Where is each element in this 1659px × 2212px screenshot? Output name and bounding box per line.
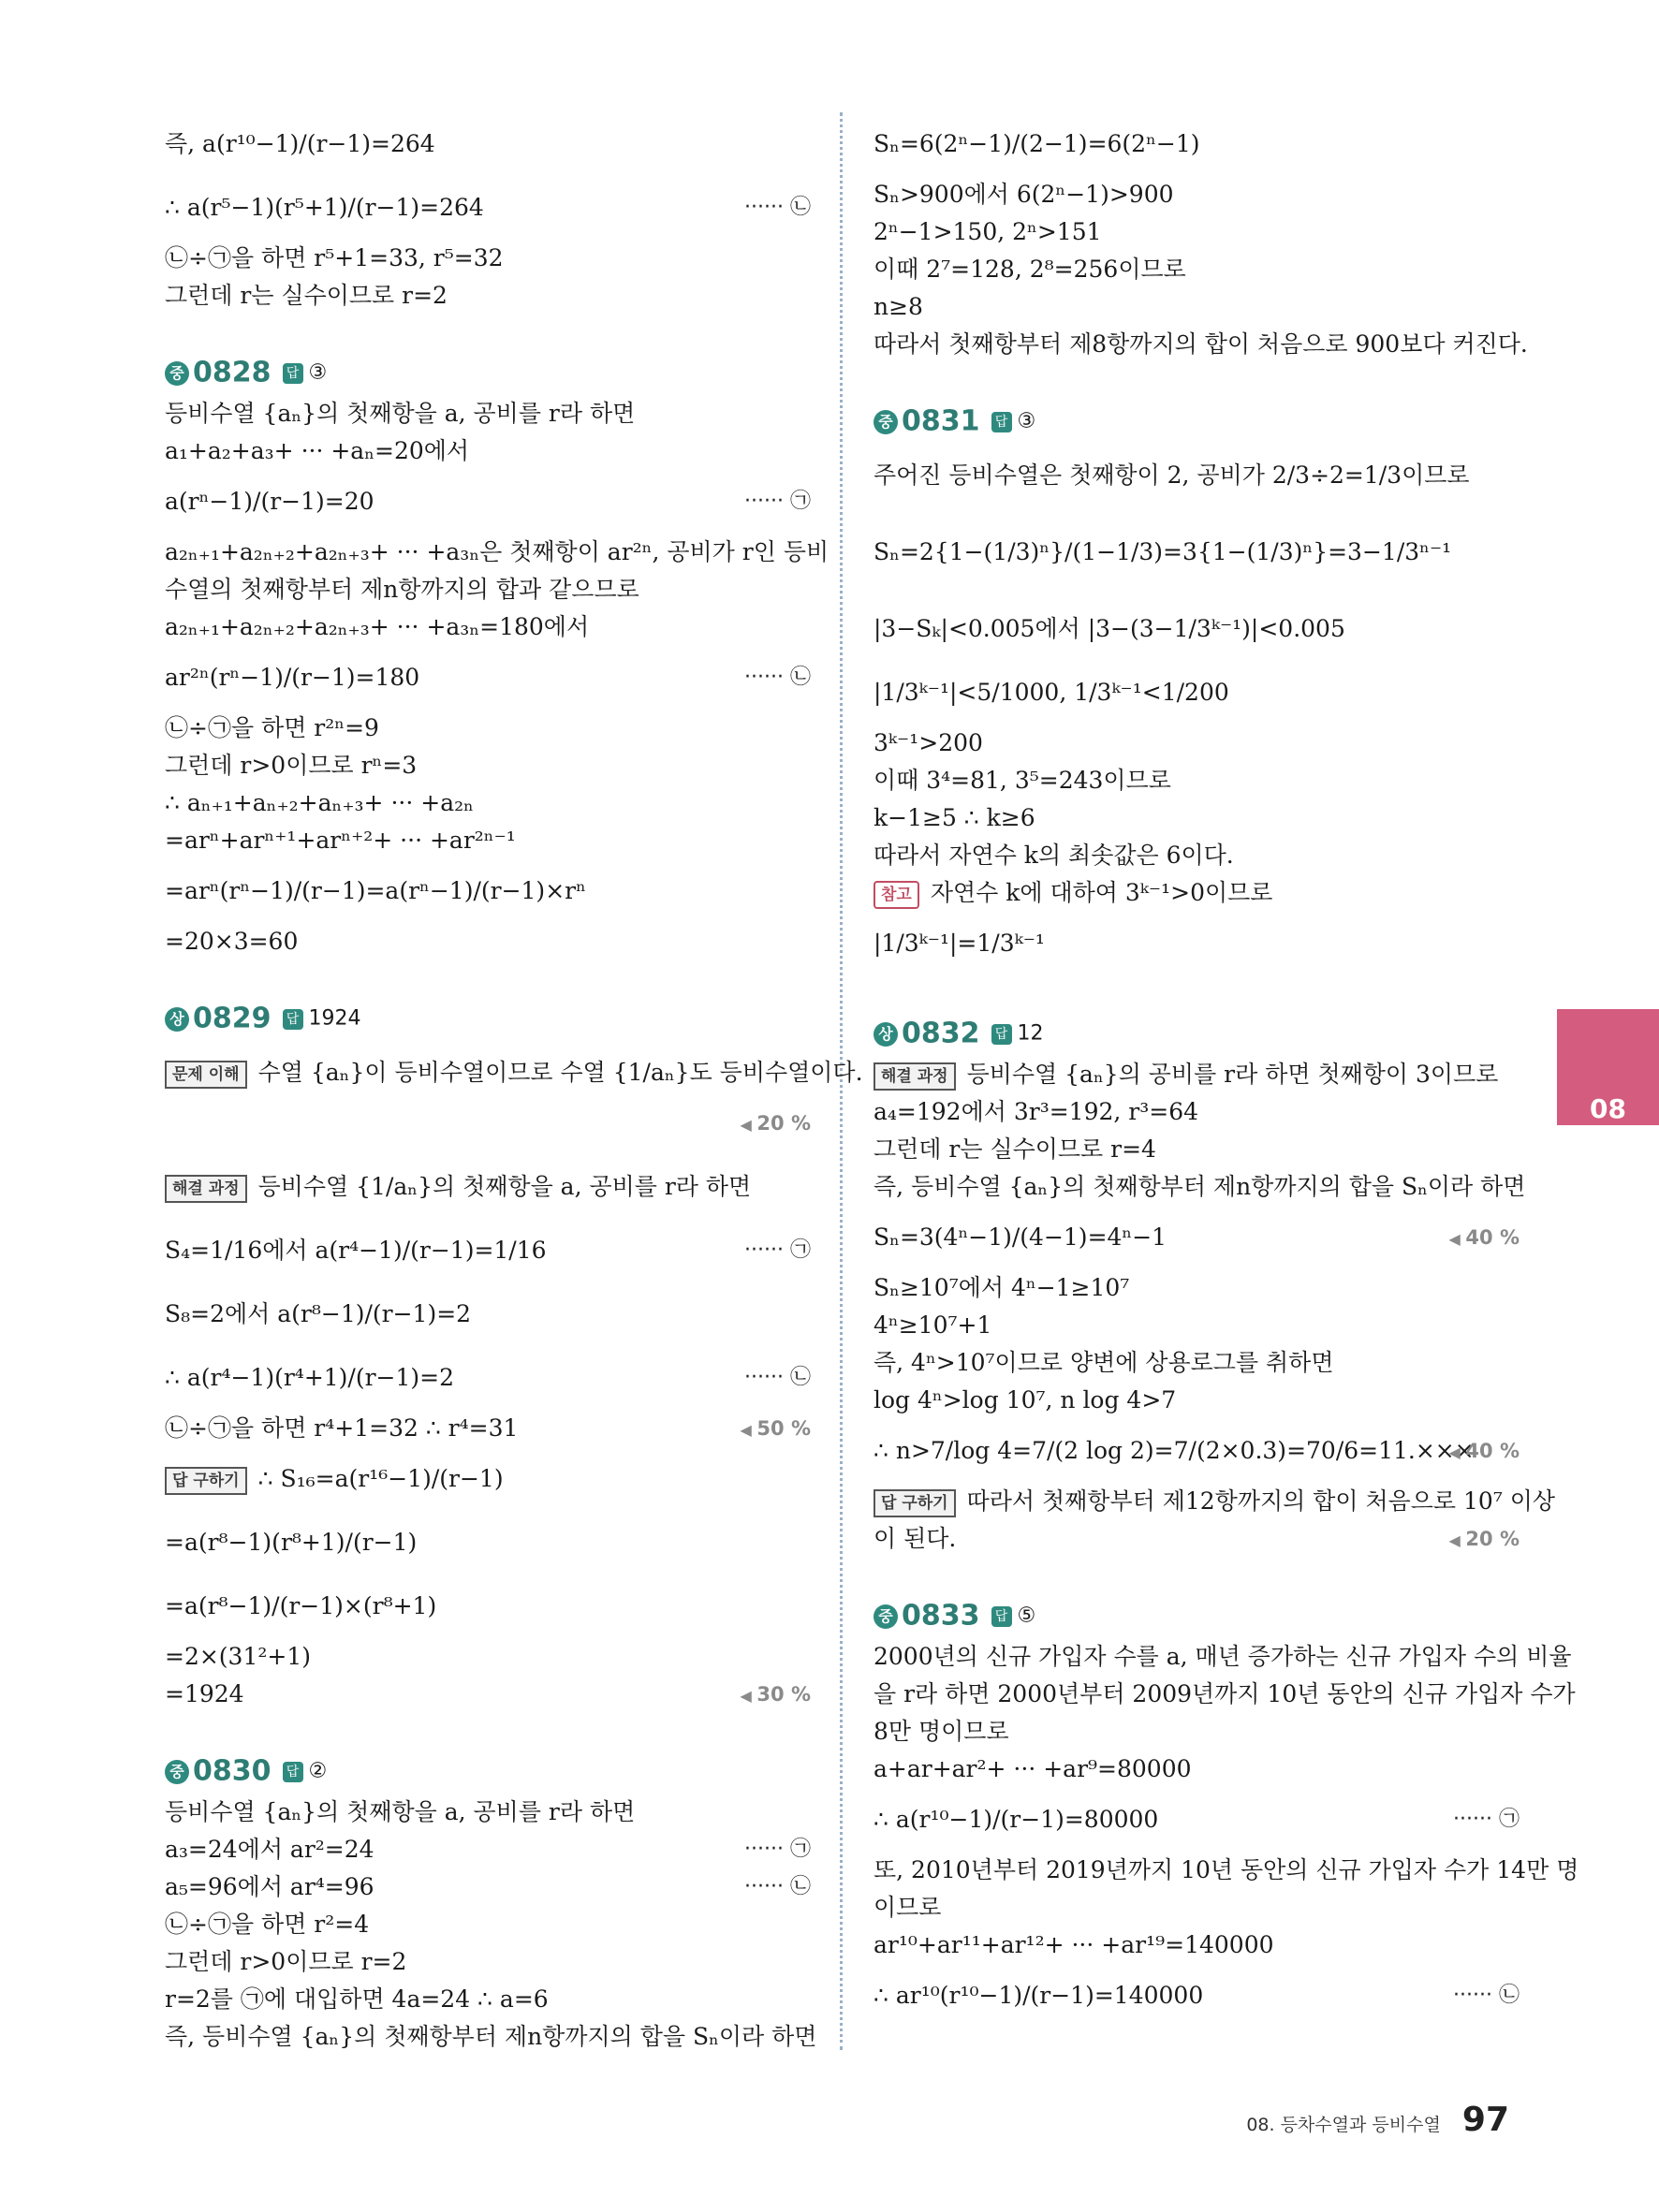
solution-line: [165, 277, 811, 315]
line-text: 2000년의 신규 가입자 수를 a, 매년 증가하는 신규 가입자 수의 비율: [874, 1643, 1572, 1670]
solution-line: [874, 1269, 1520, 1307]
equation-marker: ······ ㉠: [744, 1838, 811, 1861]
line-text: a₃=24에서 ar²=24: [165, 1836, 374, 1863]
answer-icon: 답: [283, 363, 303, 384]
line-text: 등비수열 {aₙ}의 공비를 r라 하면 첫째항이 3이므로: [966, 1061, 1499, 1088]
answer-icon: 답: [991, 1606, 1012, 1627]
solution-line: [874, 1751, 1520, 1788]
solution-line: [874, 1788, 1520, 1852]
line-text: 그런데 r>0이므로 rⁿ=3: [165, 752, 418, 779]
solution-line: [874, 1676, 1576, 1713]
footer-chapter-title: 08. 등차수열과 등비수열: [1246, 2115, 1441, 2135]
line-text: =20×3=60: [165, 928, 299, 955]
line-text: Sₙ>900에서 6(2ⁿ−1)>900: [874, 181, 1174, 208]
equation-marker: ······ ㉠: [744, 1238, 811, 1262]
answer-icon: 답: [283, 1762, 303, 1782]
solution-line: [165, 112, 811, 176]
line-text: r=2를 ㉠에 대입하면 4a=24 ∴ a=6: [165, 1985, 549, 2013]
line-text: 4ⁿ≥10⁷+1: [874, 1311, 992, 1339]
problem-header: [874, 1593, 1520, 1638]
solution-line: [874, 507, 1520, 597]
solution-line: [165, 1575, 811, 1638]
solution-line: [165, 1868, 811, 1906]
spacer: [165, 960, 811, 996]
step-tag: 답 구하기: [874, 1489, 956, 1517]
solution-line: [874, 1419, 1520, 1483]
solution-line: [874, 213, 1520, 251]
equation-marker: ······ ㉡: [744, 196, 811, 219]
line-text: Sₙ=3(4ⁿ−1)/(4−1)=4ⁿ−1: [874, 1223, 1167, 1251]
score-percent: ◀ 40 %: [1449, 1419, 1520, 1485]
solution-line: [165, 1041, 863, 1105]
solution-line: [165, 432, 811, 470]
difficulty-badge: 중: [874, 1604, 898, 1629]
line-text: 따라서 자연수 k의 최솟값은 6이다.: [874, 842, 1234, 869]
line-text: 을 r라 하면 2000년부터 2009년까지 10년 동안의 신규 가입자 수가: [874, 1680, 1576, 1707]
solution-line: [874, 1093, 1520, 1131]
difficulty-badge: 중: [165, 1760, 189, 1784]
line-text: 즉, 등비수열 {aₙ}의 첫째항부터 제n항까지의 합을 Sₙ이라 하면: [874, 1173, 1526, 1200]
answer-icon: 답: [991, 1024, 1012, 1045]
problem-number: 0828: [193, 356, 272, 389]
solution-line: [165, 240, 811, 277]
line-text: a₄=192에서 3r³=192, r³=64: [874, 1098, 1199, 1125]
solution-line: [165, 2018, 817, 2056]
problem-header: [165, 1749, 811, 1794]
line-text: a₂ₙ₊₁+a₂ₙ₊₂+a₂ₙ₊₃+ ··· +a₃ₙ은 첫째항이 ar²ⁿ, 공비가 r인 등비: [165, 538, 830, 565]
score-percent: ◀ 20 %: [741, 1105, 811, 1144]
solution-line: [874, 1382, 1520, 1419]
spacer: [165, 1142, 811, 1155]
step-tag: 답 구하기: [165, 1467, 247, 1495]
chapter-tab: [1557, 1009, 1659, 1125]
solution-line: [874, 762, 1520, 799]
left-column: [165, 112, 863, 2056]
line-text: 그런데 r>0이므로 r=2: [165, 1948, 407, 1975]
step-tag: 참고: [874, 881, 919, 909]
solution-line: [165, 1155, 811, 1219]
answer-value: ⑤: [1017, 1604, 1036, 1628]
step-tag: 해결 과정: [165, 1175, 247, 1203]
solution-line: [874, 251, 1520, 288]
solution-line: [874, 1344, 1520, 1382]
line-text: |3−Sₖ|<0.005에서 |3−(3−1/3ᵏ⁻¹)|<0.005: [874, 615, 1345, 642]
solution-line: [874, 1206, 1520, 1269]
line-text: =arⁿ(rⁿ−1)/(r−1)=a(rⁿ−1)/(r−1)×rⁿ: [165, 877, 586, 904]
line-text: ∴ a(r¹⁰−1)/(r−1)=80000: [874, 1806, 1159, 1833]
line-text: ㉡÷㉠을 하면 r²ⁿ=9: [165, 714, 379, 741]
solution-line: [874, 444, 1520, 507]
solution-line: [165, 646, 811, 710]
line-text: 이때 2⁷=128, 2⁸=256이므로: [874, 256, 1186, 283]
solution-line: [165, 1105, 811, 1142]
line-text: ㉡÷㉠을 하면 r⁵+1=33, r⁵=32: [165, 244, 504, 271]
solution-line: [165, 1219, 811, 1282]
problem-header: [165, 350, 811, 395]
equation-marker: ······ ㉠: [744, 490, 811, 513]
solution-line: [165, 470, 811, 534]
solution-line: [874, 1307, 1520, 1344]
spacer: [874, 363, 1520, 399]
difficulty-badge: 중: [874, 410, 898, 434]
line-text: log 4ⁿ>log 10⁷, n log 4>7: [874, 1386, 1177, 1414]
answer-value: ③: [308, 360, 328, 385]
solution-line: [165, 534, 830, 571]
solution-line: [874, 1889, 1520, 1926]
line-text: =a(r⁸−1)(r⁸+1)/(r−1): [165, 1529, 418, 1556]
solution-line: [874, 1131, 1520, 1168]
line-text: S₈=2에서 a(r⁸−1)/(r−1)=2: [165, 1300, 472, 1327]
line-text: |1/3ᵏ⁻¹|<5/1000, 1/3ᵏ⁻¹<1/200: [874, 679, 1229, 706]
spacer: [165, 315, 811, 350]
solution-line: [874, 112, 1520, 176]
line-text: S₄=1/16에서 a(r⁴−1)/(r−1)=1/16: [165, 1237, 547, 1264]
solution-line: [874, 1520, 1520, 1558]
line-text: 그런데 r는 실수이므로 r=2: [165, 282, 448, 309]
solution-line: [165, 784, 811, 822]
solution-line: [165, 1794, 811, 1831]
line-text: 등비수열 {aₙ}의 첫째항을 a, 공비를 r라 하면: [165, 1798, 636, 1825]
score-percent: ◀ 40 %: [1449, 1206, 1520, 1271]
line-text: a₂ₙ₊₁+a₂ₙ₊₂+a₂ₙ₊₃+ ··· +a₃ₙ=180에서: [165, 613, 590, 640]
difficulty-badge: 상: [874, 1022, 898, 1047]
solution-line: [874, 326, 1528, 363]
solution-line: [874, 1926, 1520, 1964]
solution-line: [874, 799, 1520, 837]
equation-marker: ······ ㉡: [1453, 1984, 1520, 2007]
solution-line: [874, 874, 1520, 912]
answer-value: 12: [1017, 1021, 1044, 1046]
line-text: =arⁿ+arⁿ⁺¹+arⁿ⁺²+ ··· +ar²ⁿ⁻¹: [165, 827, 516, 854]
line-text: a₁+a₂+a₃+ ··· +aₙ=20에서: [165, 437, 470, 464]
line-text: Sₙ=6(2ⁿ−1)/(2−1)=6(2ⁿ−1): [874, 130, 1200, 157]
solution-line: [165, 1981, 811, 2018]
line-text: 따라서 첫째항부터 제12항까지의 합이 처음으로 10⁷ 이상: [966, 1487, 1556, 1515]
difficulty-badge: 상: [165, 1007, 189, 1032]
line-text: a+ar+ar²+ ··· +ar⁹=80000: [874, 1755, 1192, 1782]
solution-line: [165, 1638, 811, 1676]
line-text: n≥8: [874, 293, 923, 320]
step-tag: 해결 과정: [874, 1062, 956, 1091]
solution-line: [874, 597, 1520, 661]
solution-line: [874, 661, 1520, 725]
line-text: =a(r⁸−1)/(r−1)×(r⁸+1): [165, 1592, 437, 1619]
line-text: =1924: [165, 1680, 244, 1707]
solution-line: [874, 837, 1520, 874]
line-text: 즉, 4ⁿ>10⁷이므로 양변에 상용로그를 취하면: [874, 1349, 1334, 1376]
solution-line: [165, 608, 811, 646]
line-text: 수열 {aₙ}이 등비수열이므로 수열 {1/aₙ}도 등비수열이다.: [257, 1059, 863, 1086]
solution-line: [874, 912, 1520, 975]
line-text: ㉡÷㉠을 하면 r⁴+1=32 ∴ r⁴=31: [165, 1414, 519, 1442]
solution-line: [874, 725, 1520, 762]
line-text: ∴ aₙ₊₁+aₙ₊₂+aₙ₊₃+ ··· +a₂ₙ: [165, 789, 474, 816]
line-text: Sₙ≥10⁷에서 4ⁿ−1≥10⁷: [874, 1274, 1130, 1301]
line-text: Sₙ=2{1−(1/3)ⁿ}/(1−1/3)=3{1−(1/3)ⁿ}=3−1/3ⁿ⁻¹: [874, 538, 1452, 565]
solution-line: [165, 923, 811, 960]
line-text: =2×(31²+1): [165, 1643, 311, 1670]
solution-line: [874, 1483, 1556, 1520]
problem-header: [874, 399, 1520, 444]
right-column: [874, 112, 1579, 2028]
problem-number: 0832: [902, 1017, 980, 1050]
solution-line: [874, 1964, 1520, 2028]
line-text: ar¹⁰+ar¹¹+ar¹²+ ··· +ar¹⁹=140000: [874, 1931, 1274, 1958]
line-text: k−1≥5 ∴ k≥6: [874, 804, 1035, 831]
solution-line: [165, 1346, 811, 1410]
line-text: ar²ⁿ(rⁿ−1)/(r−1)=180: [165, 664, 420, 691]
equation-marker: ······ ㉡: [744, 666, 811, 689]
equation-marker: ······ ㉠: [1453, 1808, 1520, 1831]
line-text: |1/3ᵏ⁻¹|=1/3ᵏ⁻¹: [874, 930, 1045, 957]
problem-header: [874, 1011, 1520, 1056]
solution-line: [874, 1713, 1520, 1751]
solution-line: [165, 1410, 811, 1447]
page-number: 97: [1461, 2101, 1509, 2139]
line-text: 자연수 k에 대하여 3ᵏ⁻¹>0이므로: [930, 879, 1273, 906]
equation-marker: ······ ㉡: [744, 1875, 811, 1898]
problem-header: [165, 996, 811, 1041]
solution-line: [165, 1831, 811, 1868]
solution-line: [165, 1282, 811, 1346]
line-text: 따라서 첫째항부터 제8항까지의 합이 처음으로 900보다 커진다.: [874, 330, 1528, 358]
score-percent: ◀ 20 %: [1449, 1520, 1520, 1560]
score-percent: ◀ 50 %: [741, 1410, 811, 1449]
solution-line: [165, 571, 811, 608]
line-text: ㉡÷㉠을 하면 r²=4: [165, 1911, 370, 1938]
answer-value: ②: [308, 1759, 328, 1783]
line-text: 이므로: [874, 1894, 942, 1921]
solution-line: [165, 1906, 811, 1943]
solution-line: [165, 859, 811, 923]
score-percent: ◀ 30 %: [741, 1676, 811, 1715]
solution-line: [165, 822, 811, 859]
line-text: ∴ a(r⁵−1)(r⁵+1)/(r−1)=264: [165, 194, 484, 221]
line-text: 이때 3⁴=81, 3⁵=243이므로: [874, 767, 1171, 794]
line-text: 즉, a(r¹⁰−1)/(r−1)=264: [165, 130, 435, 157]
solution-line: [165, 395, 811, 432]
line-text: 등비수열 {1/aₙ}의 첫째항을 a, 공비를 r라 하면: [257, 1173, 752, 1200]
solution-line: [874, 1638, 1572, 1676]
line-text: 등비수열 {aₙ}의 첫째항을 a, 공비를 r라 하면: [165, 400, 636, 427]
spacer: [874, 1558, 1520, 1593]
line-text: ∴ ar¹⁰(r¹⁰−1)/(r−1)=140000: [874, 1982, 1204, 2009]
answer-icon: 답: [283, 1009, 303, 1030]
equation-marker: ······ ㉡: [744, 1366, 811, 1389]
solution-line: [165, 1943, 811, 1981]
step-tag: 문제 이해: [165, 1061, 247, 1089]
answer-icon: 답: [991, 412, 1012, 432]
line-text: 8만 명이므로: [874, 1718, 1009, 1745]
problem-number: 0833: [902, 1599, 980, 1633]
solution-line: [165, 176, 811, 240]
answer-value: ③: [1017, 409, 1036, 433]
problem-number: 0831: [902, 404, 980, 438]
line-text: 이 된다.: [874, 1525, 957, 1552]
spacer: [165, 1713, 811, 1749]
solution-line: [165, 1676, 811, 1713]
solution-line: [874, 288, 1520, 326]
solution-line: [165, 1447, 811, 1511]
chapter-tab-label: 08: [1590, 1093, 1626, 1124]
answer-value: 1924: [308, 1006, 361, 1031]
solution-line: [874, 1056, 1520, 1093]
line-text: 수열의 첫째항부터 제n항까지의 합과 같으므로: [165, 576, 639, 603]
difficulty-badge: 중: [165, 361, 189, 386]
line-text: 3ᵏ⁻¹>200: [874, 729, 983, 756]
solution-line: [165, 710, 811, 747]
solution-line: [874, 1168, 1526, 1206]
page-footer: [1246, 2102, 1509, 2139]
line-text: 그런데 r는 실수이므로 r=4: [874, 1135, 1156, 1163]
line-text: 주어진 등비수열은 첫째항이 2, 공비가 2/3÷2=1/3이므로: [874, 461, 1470, 489]
line-text: 2ⁿ−1>150, 2ⁿ>151: [874, 218, 1102, 245]
problem-number: 0830: [193, 1754, 272, 1788]
line-text: a(rⁿ−1)/(r−1)=20: [165, 488, 374, 515]
line-text: a₅=96에서 ar⁴=96: [165, 1873, 374, 1900]
line-text: ∴ S₁₆=a(r¹⁶−1)/(r−1): [257, 1465, 504, 1492]
line-text: 또, 2010년부터 2019년까지 10년 동안의 신규 가입자 수가 14만 명: [874, 1856, 1579, 1883]
line-text: ∴ n>7/log 4=7/(2 log 2)=7/(2×0.3)=70/6=11.×××: [874, 1437, 1475, 1464]
solution-line: [165, 747, 811, 784]
solution-line: [874, 176, 1520, 213]
solution-line: [165, 1511, 811, 1575]
solution-line: [874, 1852, 1579, 1889]
spacer: [874, 975, 1520, 1011]
problem-number: 0829: [193, 1002, 272, 1035]
line-text: ∴ a(r⁴−1)(r⁴+1)/(r−1)=2: [165, 1364, 455, 1391]
line-text: 즉, 등비수열 {aₙ}의 첫째항부터 제n항까지의 합을 Sₙ이라 하면: [165, 2023, 817, 2050]
